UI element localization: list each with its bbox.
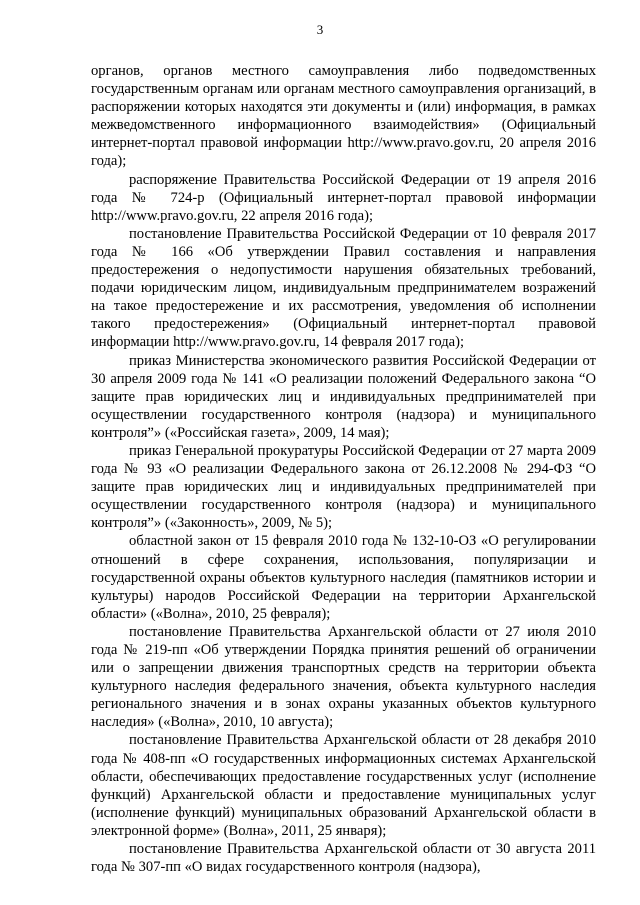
paragraph-resolution-219pp: постановление Правительства Архангельской области от 27 июля 2010 года № 219-пп «Об утверждении Порядка принятия решений об ограничении или о запрещении движения транспортных средств на территории объекта культурного наследия федерального значения, объекта культурного наследия регионального значения и в зонах охраны указанных объектов культурного наследия» («Волна», 2010, 10 августа); (91, 623, 596, 731)
paragraph-order-141: приказ Министерства экономического развития Российской Федерации от 30 апреля 2009 года № 141 «О реализации положений Федерального закона “О защите прав юридических лиц и индивидуальных предпринимателей при осуществлении государственного контроля (надзора) и муниципального контроля”» («Российская газета», 2009, 14 мая); (91, 352, 596, 441)
paragraph-continuation: органов, органов местного самоуправления либо подведомственных государственным органам или органам местного самоуправления организаций, в распоряжении которых находятся эти документы и (или) информация, в рамках межведомственного информационного взаимодействия» (Официальный интернет-портал правовой информации http://www.pravo.gov.ru, 20 апреля 2016 года); (91, 63, 596, 170)
paragraph-resolution-408pp: постановление Правительства Архангельской области от 28 декабря 2010 года № 408-пп «О государственных информационных системах Архангельской области, обеспечивающих предоставление государственных услуг (исполнение функций) Архангельской области и предоставление муниципальных услуг (исполнение функций) муниципальных образований Архангельской области в электронной форме» (Волна», 2011, 25 января); (91, 732, 596, 839)
page-number: 3 (316, 22, 324, 37)
paragraph-resolution-307pp: постановление Правительства Архангельской области от 30 августа 2011 года № 307-пп «О видах государственного контроля (надзора), (91, 841, 596, 876)
paragraph-regional-law-132: областной закон от 15 февраля 2010 года № 132-10-ОЗ «О регулировании отношений в сфере сохранения, использования, популяризации и государственной охраны объектов культурного наследия (памятников истории и культуры) народов Российской Федерации на территории Архангельской области» («Волна», 2010, 25 февраля); (91, 533, 596, 622)
paragraph-order-93: приказ Генеральной прокуратуры Российской Федерации от 27 марта 2009 года № 93 «О реализации Федерального закона от 26.12.2008 № 294-ФЗ “О защите прав юридических лиц и индивидуальных предпринимателей при осуществлении государственного контроля (надзора) и муниципального контроля”» («Законность», 2009, № 5); (91, 442, 596, 532)
paragraph-order-724r: распоряжение Правительства Российской Федерации от 19 апреля 2016 года № 724-р (Официальный интернет-портал правовой информации http://www.pravo.gov.ru, 22 апреля 2016 года); (91, 171, 596, 224)
paragraph-resolution-166: постановление Правительства Российской Федерации от 10 февраля 2017 года № 166 «Об утверждении Правил составления и направления предостережения о недопустимости нарушения обязательных требований, подачи юридическим лицом, индивидуальным предпринимателем возражений на такое предостережение и их рассмотрения, уведомления об исполнении такого предостережения» (Официальный интернет-портал правовой информации http://www.pravo.gov.ru, 14 февраля 2017 года); (91, 225, 596, 351)
document-body (91, 62, 596, 876)
